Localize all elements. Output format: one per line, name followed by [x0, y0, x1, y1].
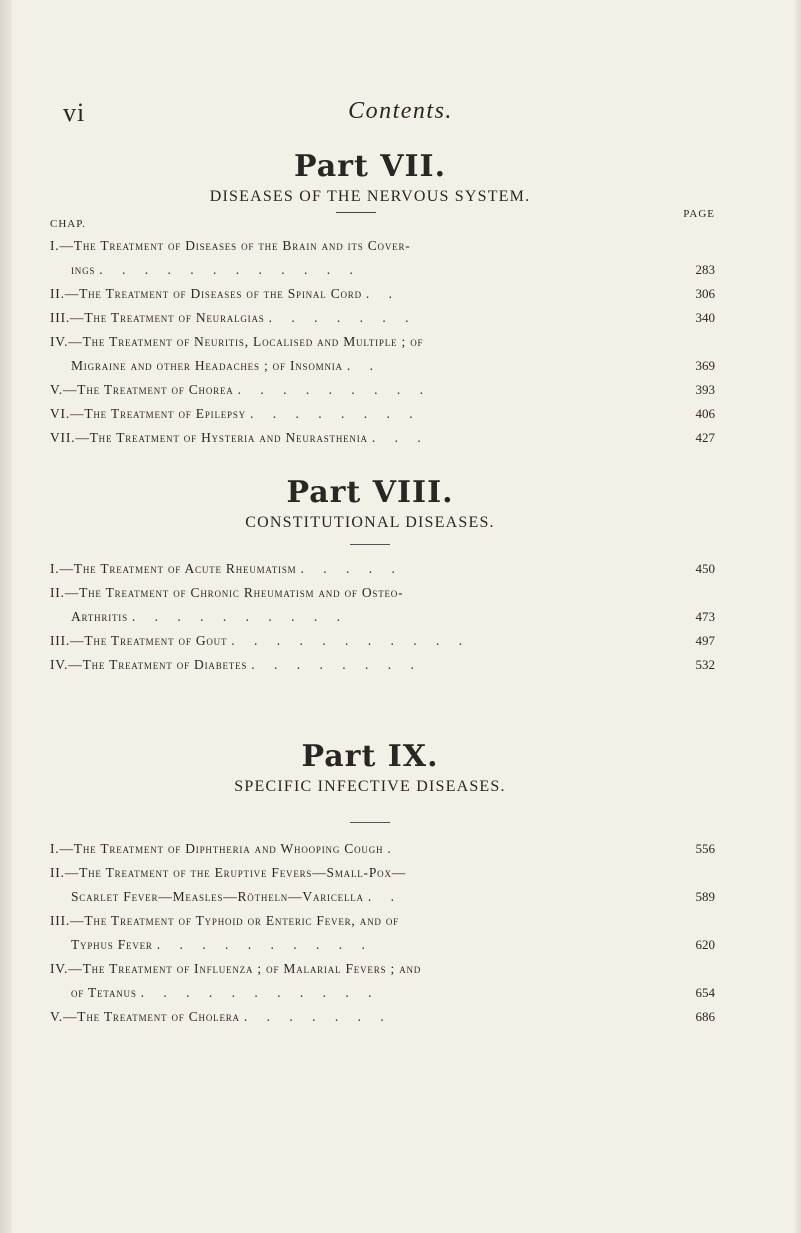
entry-title: VI.—The Treatment of Epilepsy	[50, 406, 246, 421]
toc-entry[interactable]	[50, 234, 715, 282]
entry-title: II.—The Treatment of Diseases of the Spinal Cord	[50, 286, 362, 301]
leader-dots: . . . . . . .	[268, 310, 417, 325]
toc-entry[interactable]	[50, 306, 715, 330]
toc-entry[interactable]	[50, 861, 715, 909]
leader-dots: .	[387, 841, 399, 856]
entry-title: V.—The Treatment of Chorea	[50, 382, 234, 397]
entry-page: 556	[695, 841, 715, 856]
entry-page: 589	[695, 889, 715, 904]
part-viii-section	[50, 475, 715, 677]
leader-dots: . . . . . . . . . .	[131, 609, 349, 624]
entry-title: IV.—The Treatment of Influenza ; of Malarial Fevers ; and	[50, 961, 422, 976]
toc-entry[interactable]	[50, 957, 715, 1005]
entry-page: 369	[695, 358, 715, 373]
running-header	[0, 98, 801, 134]
entry-page: 406	[695, 406, 715, 421]
toc-entry[interactable]	[50, 1005, 715, 1029]
leader-dots: . . . . . . . . . . .	[140, 985, 380, 1000]
leader-dots: . . . . . . . . . .	[156, 937, 373, 952]
entry-title: III.—The Treatment of Neuralgias	[50, 310, 265, 325]
running-title: Contents.	[348, 98, 453, 124]
entry-page: 427	[695, 430, 715, 445]
leader-dots: . . . . . . . . . . .	[231, 633, 471, 648]
entry-page: 620	[695, 937, 715, 952]
entry-title: II.—The Treatment of Chronic Rheumatism and of Osteo-	[50, 585, 404, 600]
entry-title: IV.—The Treatment of Diabetes	[50, 657, 248, 672]
toc-entry[interactable]	[50, 653, 715, 677]
entry-title: IV.—The Treatment of Neuritis, Localised and Multiple ; of	[50, 334, 424, 349]
toc-entry[interactable]	[50, 909, 715, 957]
toc-entry[interactable]	[50, 402, 715, 426]
toc-entry[interactable]	[50, 330, 715, 378]
leader-dots: . . . . . . . . .	[237, 382, 431, 397]
entry-title-cont: Scarlet Fever—Measles—Rötheln—Varicella	[71, 889, 364, 904]
entry-title-cont: Migraine and other Headaches ; of Insomnia	[71, 358, 343, 373]
part-subtitle: SPECIFIC INFECTIVE DISEASES.	[234, 778, 506, 795]
leader-dots: . .	[367, 889, 402, 904]
leader-dots: . .	[346, 358, 381, 373]
part-subtitle: DISEASES OF THE NERVOUS SYSTEM.	[209, 188, 531, 205]
leader-dots: . . . . . . . .	[251, 657, 422, 672]
entry-page: 654	[695, 985, 715, 1000]
entry-page: 306	[695, 286, 715, 301]
toc-entry[interactable]	[50, 557, 715, 581]
toc-entry[interactable]	[50, 378, 715, 402]
entry-title: V.—The Treatment of Cholera	[50, 1009, 240, 1024]
entry-page: 340	[695, 310, 715, 325]
part-title: Part IX.	[301, 739, 439, 774]
section-rule	[336, 212, 376, 213]
entry-title: II.—The Treatment of the Eruptive Fevers—Small-Pox—	[50, 865, 407, 880]
entry-page: 450	[695, 561, 715, 576]
entry-title-cont: Typhus Fever	[71, 937, 153, 952]
entry-page: 473	[695, 609, 715, 624]
toc-entry[interactable]	[50, 426, 715, 450]
page-number: vi	[63, 98, 86, 127]
entry-title: III.—The Treatment of Typhoid or Enteric Fever, and of	[50, 913, 399, 928]
chap-label: CHAP.	[50, 218, 86, 230]
page-edge-shadow	[793, 0, 801, 1233]
entry-title: I.—The Treatment of Acute Rheumatism	[50, 561, 297, 576]
toc-entry[interactable]	[50, 282, 715, 306]
leader-dots: . . . . . . .	[243, 1009, 392, 1024]
entry-title-cont: of Tetanus	[71, 985, 137, 1000]
leader-dots: . . . . .	[300, 561, 403, 576]
section-rule	[350, 544, 390, 545]
entry-title-cont: ings	[71, 262, 96, 277]
leader-dots: . . . . . . . .	[249, 406, 421, 421]
page-label: PAGE	[683, 208, 715, 220]
entry-page: 393	[695, 382, 715, 397]
entry-page: 283	[695, 262, 715, 277]
entry-title: III.—The Treatment of Gout	[50, 633, 228, 648]
part-vii-section	[50, 149, 715, 450]
entry-title: VII.—The Treatment of Hysteria and Neurasthenia	[50, 430, 368, 445]
entry-page: 532	[695, 657, 715, 672]
entry-page: 686	[695, 1009, 715, 1024]
leader-dots: . .	[365, 286, 401, 301]
toc-entry[interactable]	[50, 837, 715, 861]
entry-title-cont: Arthritis	[71, 609, 128, 624]
section-rule	[350, 822, 390, 823]
part-title: Part VII.	[293, 149, 447, 184]
leader-dots: . . .	[371, 430, 429, 445]
toc-entry[interactable]	[50, 629, 715, 653]
part-subtitle: CONSTITUTIONAL DISEASES.	[245, 514, 495, 531]
part-title: Part VIII.	[286, 475, 454, 510]
toc-entry[interactable]	[50, 581, 715, 629]
page-binding-shadow	[0, 0, 12, 1233]
entry-page: 497	[695, 633, 715, 648]
column-labels	[50, 208, 715, 234]
part-ix-section	[50, 739, 715, 1029]
entry-title: I.—The Treatment of Diphtheria and Whooping Cough	[50, 841, 384, 856]
leader-dots: . . . . . . . . . . . .	[99, 262, 361, 277]
entry-title: I.—The Treatment of Diseases of the Brain and its Cover-	[50, 238, 411, 253]
